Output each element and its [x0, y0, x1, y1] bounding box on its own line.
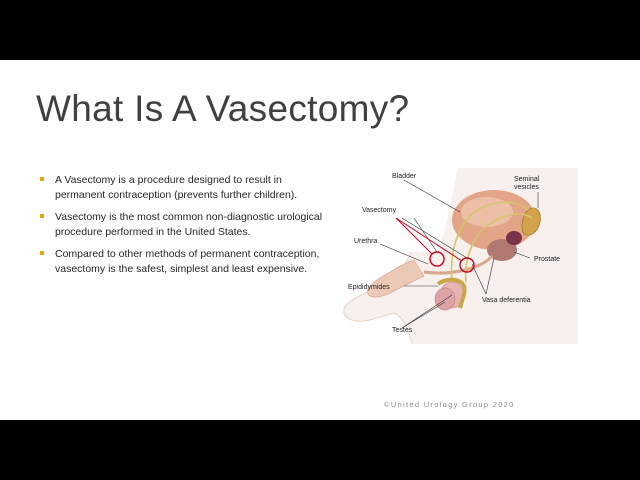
label-vasa-deferentia: Vasa deferentia: [482, 297, 531, 304]
label-seminal-vesicles-line2: vesicles: [514, 184, 539, 191]
label-bladder: Bladder: [392, 173, 417, 180]
anatomy-illustration: [342, 168, 578, 344]
label-testes: Testes: [392, 327, 413, 334]
bullet-item: [40, 247, 330, 276]
bullet-text: Vasectomy is the most common non-diagnostic urological procedure performed in the United States.: [55, 211, 323, 238]
bullet-list: [40, 173, 330, 284]
label-vasectomy: Vasectomy: [362, 207, 397, 214]
bullet-text: Compared to other methods of permanent contraception, vasectomy is the safest, simplest and least expensive.: [55, 248, 320, 275]
bullet-square-icon: [40, 214, 44, 218]
label-prostate: Prostate: [534, 256, 561, 263]
label-urethra: Urethra: [354, 238, 378, 245]
label-seminal-vesicles-line1: Seminal: [514, 176, 540, 183]
bullet-text: A Vasectomy is a procedure designed to result in permanent contraception (prevents further children).: [55, 174, 298, 201]
slide: [0, 60, 640, 420]
testis: [435, 288, 455, 310]
bullet-square-icon: [40, 177, 44, 181]
label-epididymides: Epididymides: [348, 284, 390, 291]
bullet-item: [40, 210, 330, 239]
bullet-square-icon: [40, 251, 44, 255]
copyright-footer: ©United Urology Group 2020: [384, 400, 515, 409]
bullet-item: [40, 173, 330, 202]
slide-title: What Is A Vasectomy?: [36, 88, 410, 129]
